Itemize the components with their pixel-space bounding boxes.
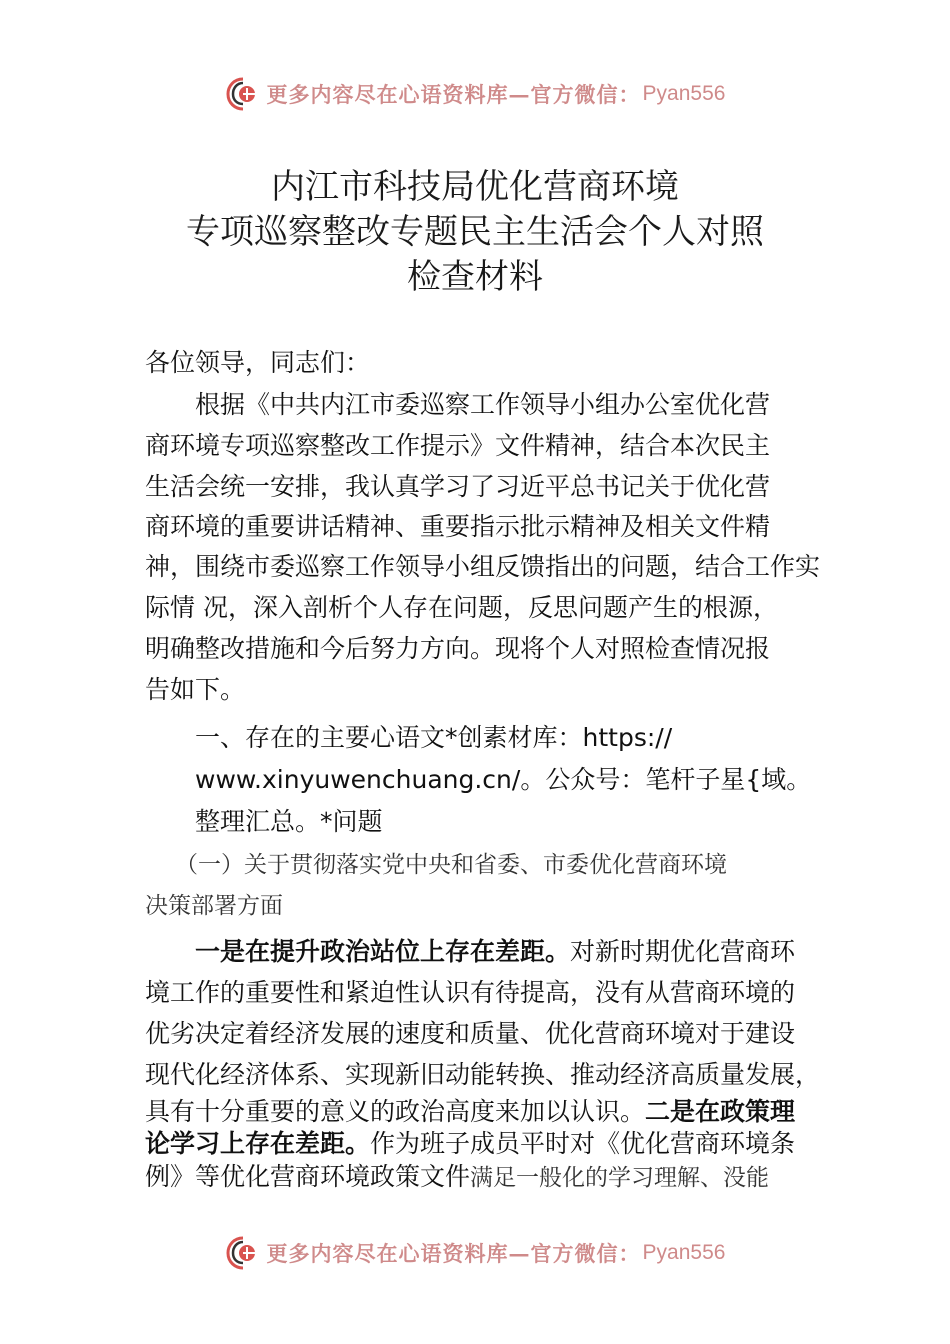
bold-point: 论学习上存在差距。 xyxy=(145,1129,371,1158)
paragraph-line: 商环境的重要讲话精神、重要指示批示精神及相关文件精 xyxy=(145,512,771,541)
section-heading-line: 一、存在的主要心语文*创素材库：https:// xyxy=(195,723,673,752)
text-run: 具有十分重要的意义的政治高度来加以认识。 xyxy=(145,1097,646,1126)
paragraph-line: 根据《中共内江市委巡察工作领导小组办公室优化营 xyxy=(195,390,771,419)
bold-point: 一是在提升政治站位上存在差距。 xyxy=(195,937,571,966)
paragraph-line: 现代化经济体系、实现新旧动能转换、推动经济高质量发展， xyxy=(145,1060,821,1089)
text-run: 例》等优化营商环境政策文件 xyxy=(145,1162,471,1191)
subsection-heading-line: （一）关于贯彻落实党中央和省委、市委优化营商环境 xyxy=(175,852,727,878)
text-run: 作为班子成员平时对《优化营商环境条 xyxy=(370,1129,796,1158)
paragraph-line: 商环境专项巡察整改工作提示》文件精神，结合本次民主 xyxy=(145,431,771,460)
logo-icon xyxy=(225,1235,261,1271)
paragraph-line xyxy=(145,1124,795,1160)
greeting: 各位领导，同志们： xyxy=(145,348,371,377)
header-watermark-banner xyxy=(0,74,950,114)
section-heading-line: 整理汇总。*问题 xyxy=(195,807,383,836)
logo-icon xyxy=(225,76,261,112)
banner-text: 更多内容尽在心语资料库—官方微信： xyxy=(266,1241,641,1266)
paragraph-line: 告如下。 xyxy=(145,675,246,704)
section-heading-line: www.xinyuwenchuang.cn/。公众号：笔杆子星{域。 xyxy=(195,765,812,794)
title-line: 内江市科技局优化营商环境 xyxy=(271,167,679,207)
paragraph-line xyxy=(145,1092,795,1128)
paragraph-line: 优劣决定着经济发展的速度和质量、优化营商环境对于建设 xyxy=(145,1019,796,1048)
paragraph-line: 境工作的重要性和紧迫性认识有待提高，没有从营商环境的 xyxy=(145,978,796,1007)
paragraph-line xyxy=(195,932,795,968)
text-run: 满足一般化的学习理解、没能 xyxy=(470,1165,770,1191)
subsection-heading-line: 决策部署方面 xyxy=(145,893,283,919)
document-title xyxy=(0,165,950,300)
text-run: 对新时期优化营商环 xyxy=(570,937,796,966)
paragraph-line: 明确整改措施和今后努力方向。现将个人对照检查情况报 xyxy=(145,634,771,663)
paragraph-line: 神，围绕市委巡察工作领导小组反馈指出的问题，结合工作实 xyxy=(145,552,821,581)
wechat-id: Pyan556 xyxy=(642,82,726,105)
footer-watermark-banner xyxy=(0,1233,950,1273)
paragraph-line xyxy=(145,1157,769,1193)
title-line: 检查材料 xyxy=(407,257,543,297)
wechat-id: Pyan556 xyxy=(642,1241,726,1264)
bold-point: 二是在政策理 xyxy=(645,1097,796,1126)
paragraph-line: 生活会统一安排，我认真学习了习近平总书记关于优化营 xyxy=(145,472,771,501)
title-line: 专项巡察整改专题民主生活会个人对照 xyxy=(186,212,764,252)
banner-text: 更多内容尽在心语资料库—官方微信： xyxy=(266,82,641,107)
paragraph-line: 际情 况，深入剖析个人存在问题，反思问题产生的根源， xyxy=(145,593,778,622)
